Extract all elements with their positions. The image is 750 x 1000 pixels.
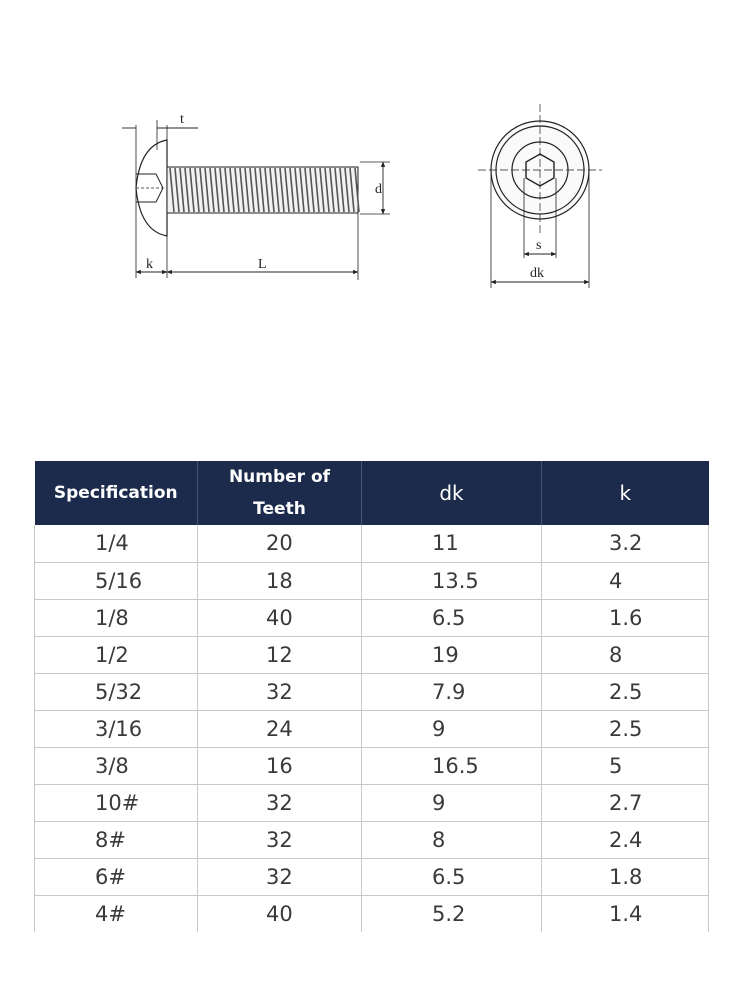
header-k: k [619, 481, 632, 505]
header-number-of-teeth [198, 461, 362, 525]
label-dk-end: dk [530, 266, 544, 281]
cell-spec: 5/16 [35, 562, 198, 599]
cell-dk: 5.2 [362, 895, 542, 932]
cell-spec: 8# [35, 821, 198, 858]
table-row [35, 710, 709, 747]
table-row [35, 562, 709, 599]
cell-spec: 3/16 [35, 710, 198, 747]
header-teeth-line1: Number of [228, 467, 331, 487]
label-d: d [375, 182, 382, 197]
cell-dk: 9 [362, 710, 542, 747]
cell-spec: 6# [35, 858, 198, 895]
cell-teeth: 40 [198, 599, 362, 636]
cell-teeth: 40 [198, 895, 362, 932]
header-specification: Specification [35, 461, 198, 525]
cell-k: 5 [542, 747, 709, 784]
label-L: L [258, 257, 267, 272]
cell-spec: 1/2 [35, 636, 198, 673]
cell-teeth: 16 [198, 747, 362, 784]
table-row [35, 895, 709, 932]
cell-dk: 16.5 [362, 747, 542, 784]
cell-spec: 3/8 [35, 747, 198, 784]
cell-dk: 13.5 [362, 562, 542, 599]
cell-k: 8 [542, 636, 709, 673]
table-row [35, 747, 709, 784]
cell-teeth: 32 [198, 821, 362, 858]
header-teeth-line2: Teeth [253, 499, 306, 519]
table-row [35, 858, 709, 895]
cell-teeth: 20 [198, 525, 362, 562]
cell-k: 1.4 [542, 895, 709, 932]
screw-end-view [478, 104, 602, 288]
specification-table [34, 461, 709, 932]
header-dk: dk [362, 461, 542, 525]
table-row [35, 784, 709, 821]
cell-spec: 4# [35, 895, 198, 932]
cell-spec: 5/32 [35, 673, 198, 710]
cell-teeth: 32 [198, 858, 362, 895]
table-row [35, 525, 709, 562]
cell-dk: 19 [362, 636, 542, 673]
cell-teeth: 18 [198, 562, 362, 599]
cell-teeth: 32 [198, 784, 362, 821]
screw-dimension-diagram [0, 0, 750, 320]
label-t: t [180, 112, 184, 127]
cell-k: 4 [542, 562, 709, 599]
cell-teeth: 24 [198, 710, 362, 747]
cell-dk: 9 [362, 784, 542, 821]
cell-spec: 1/4 [35, 525, 198, 562]
cell-k: 2.5 [542, 710, 709, 747]
table-row [35, 599, 709, 636]
table-row [35, 673, 709, 710]
cell-dk: 8 [362, 821, 542, 858]
cell-teeth: 32 [198, 673, 362, 710]
cell-k: 2.7 [542, 784, 709, 821]
cell-k: 1.6 [542, 599, 709, 636]
cell-dk: 6.5 [362, 599, 542, 636]
cell-k: 2.4 [542, 821, 709, 858]
cell-k: 1.8 [542, 858, 709, 895]
table-body [35, 525, 709, 932]
table-row [35, 636, 709, 673]
screw-side-view [122, 120, 390, 280]
cell-k: 3.2 [542, 525, 709, 562]
table-row [35, 821, 709, 858]
table-header-row [35, 461, 709, 525]
cell-spec: 10# [35, 784, 198, 821]
cell-teeth: 12 [198, 636, 362, 673]
cell-spec: 1/8 [35, 599, 198, 636]
cell-dk: 6.5 [362, 858, 542, 895]
cell-dk: 11 [362, 525, 542, 562]
cell-dk: 7.9 [362, 673, 542, 710]
cell-k: 2.5 [542, 673, 709, 710]
label-s: s [536, 238, 542, 253]
label-k-side: k [146, 257, 153, 272]
